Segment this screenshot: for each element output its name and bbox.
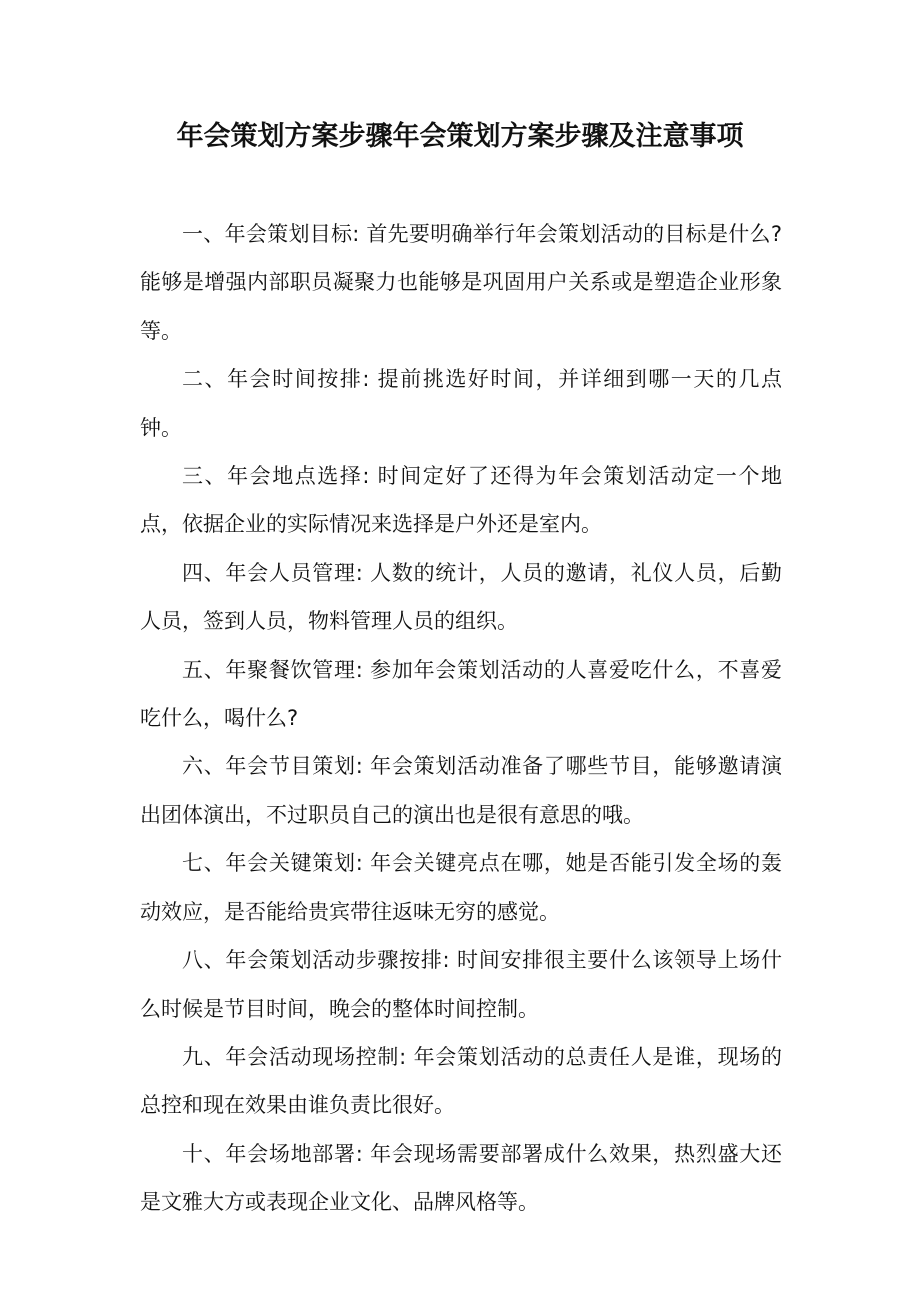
paragraph-personnel: 四、年会人员管理: 人数的统计，人员的邀请，礼仪人员，后勤人员，签到人员，物料管理人员的组织。 — [140, 560, 782, 634]
paragraph-key-planning: 七、年会关键策划: 年会关键亮点在哪，她是否能引发全场的轰动效应，是否能给贵宾带往返味无穷的感觉。 — [140, 851, 782, 924]
paragraph-venue-layout: 十、年会场地部署: 年会现场需要部署成什么效果，热烈盛大还是文雅大方或表现企业文化、品牌风格等。 — [140, 1141, 782, 1215]
paragraph-onsite-control: 九、年会活动现场控制: 年会策划活动的总责任人是谁，现场的总控和现在效果由谁负责比很好。 — [140, 1044, 782, 1118]
paragraph-goal: 一、年会策划目标: 首先要明确举行年会策划活动的目标是什么? 能够是增强内部职员凝聚力也能够是巩固用户关系或是塑造企业形象等。 — [140, 222, 782, 343]
paragraph-program: 六、年会节目策划: 年会策划活动准备了哪些节目，能够邀请演出团体演出，不过职员自己的演出也是很有意思的哦。 — [140, 754, 782, 827]
document-title: 年会策划方案步骤年会策划方案步骤及注意事项 — [176, 121, 744, 152]
paragraph-time: 二、年会时间按排: 提前挑选好时间，并详细到哪一天的几点钟。 — [140, 367, 782, 440]
paragraph-catering: 五、年聚餐饮管理: 参加年会策划活动的人喜爱吃什么，不喜爱吃什么，喝什么? — [140, 657, 782, 731]
document-body — [140, 210, 782, 1227]
paragraph-location: 三、年会地点选择: 时间定好了还得为年会策划活动定一个地点，依据企业的实际情况来选择是户外还是室内。 — [140, 464, 782, 537]
paragraph-schedule: 八、年会策划活动步骤按排: 时间安排很主要什么该领导上场什么时候是节目时间，晚会的整体时间控制。 — [140, 948, 782, 1021]
